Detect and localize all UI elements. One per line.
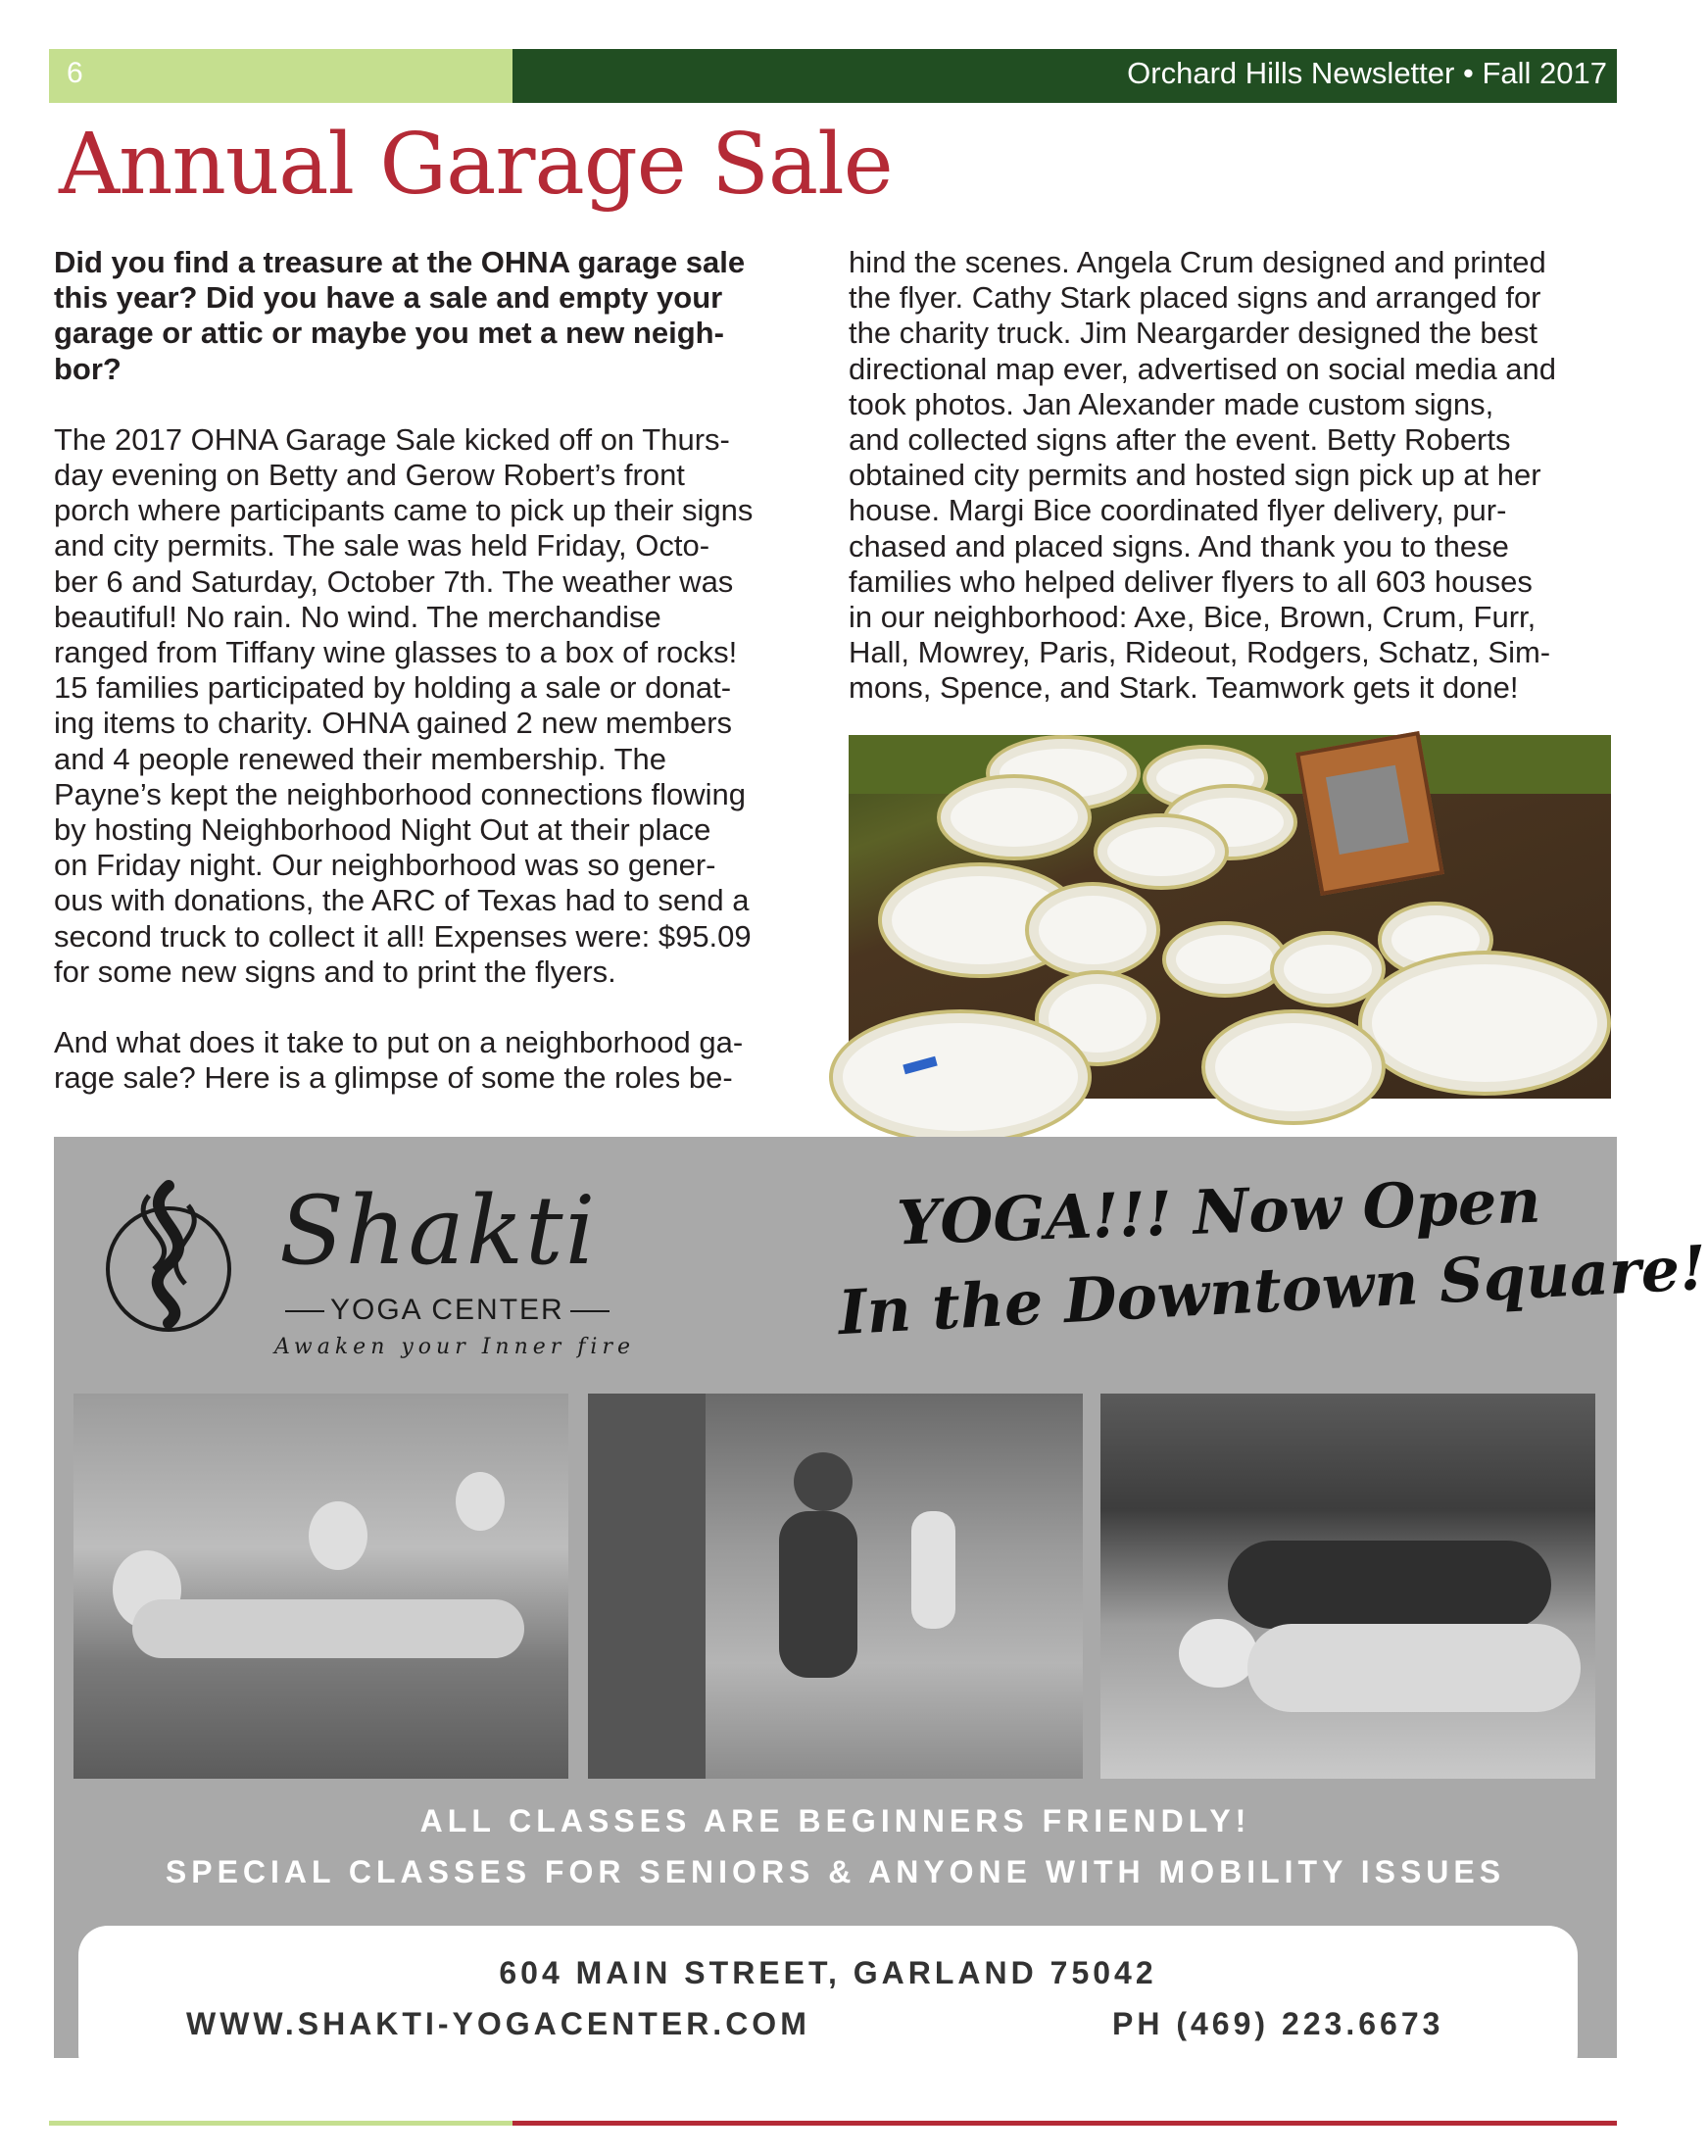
photo-dish	[829, 1009, 1092, 1145]
photo-figure	[132, 1599, 524, 1658]
brand-name: Shakti	[279, 1176, 598, 1286]
photo-frame	[1295, 731, 1444, 896]
article-line: by hosting Neighborhood Night Out at their place	[54, 812, 711, 848]
article-line: for some new signs and to print the flyers.	[54, 954, 616, 989]
article-line: on Friday night. Our neighborhood was so gener-	[54, 848, 716, 883]
article-line: second truck to collect it all! Expenses were: $95.09	[54, 918, 752, 954]
article-line: the flyer. Cathy Stark placed signs and arranged for	[849, 280, 1541, 316]
photo-figure	[1247, 1624, 1581, 1712]
page-number: 6	[67, 57, 83, 89]
header-separator: •	[1462, 56, 1474, 90]
article-line: ber 6 and Saturday, October 7th. The weather was	[54, 564, 734, 599]
ad-contact-box	[78, 1926, 1578, 2082]
ad-address: 604 MAIN STREET, GARLAND 75042	[499, 1955, 1157, 1990]
article-line: 15 families participated by holding a sale or donat-	[54, 670, 732, 706]
article-line: day evening on Betty and Gerow Robert’s front	[54, 458, 685, 493]
photo-dish	[1094, 813, 1229, 890]
yoga-photo-warrior	[588, 1394, 1083, 1779]
photo-dish	[1162, 921, 1288, 998]
article-line: and collected signs after the event. Betty Roberts	[849, 422, 1511, 458]
photo-dish	[1201, 1009, 1386, 1125]
paragraph-gap	[54, 387, 818, 422]
article-line: chased and placed signs. And thank you to these	[849, 528, 1509, 564]
article-line: ous with donations, the ARC of Texas had to send a	[54, 883, 750, 918]
yoga-photo-plank	[73, 1394, 568, 1779]
photo-figure	[911, 1511, 955, 1629]
article-line: beautiful! No rain. No wind. The merchandise	[54, 599, 661, 634]
article-line: this year? Did you have a sale and empty your	[54, 280, 723, 316]
photo-figure	[794, 1452, 853, 1511]
article-line: bor?	[54, 351, 122, 386]
ad-phone: PH (469) 223.6673	[1112, 2006, 1444, 2041]
yoga-advertisement	[54, 1137, 1708, 2058]
ad-headline-line2: In the Downtown Square!	[836, 1231, 1708, 1349]
photo-figure	[1179, 1619, 1257, 1688]
article-left-column	[54, 245, 818, 1096]
article-line: hind the scenes. Angela Crum designed and printed	[849, 245, 1546, 279]
photo-figure	[588, 1394, 706, 1779]
article-line: garage or attic or maybe you met a new neigh-	[54, 316, 724, 351]
brand-tagline: Awaken your Inner fire	[274, 1335, 635, 1359]
photo-figure	[309, 1501, 367, 1570]
newsletter-title: Orchard Hills Newsletter	[1127, 56, 1455, 90]
photo-figure	[456, 1472, 505, 1531]
article-line: directional map ever, advertised on social media and	[849, 351, 1557, 386]
article-title: Annual Garage Sale	[59, 116, 893, 214]
article-line: and 4 people renewed their membership. The	[54, 741, 666, 776]
brand-subtitle: YOGA CENTER	[279, 1294, 615, 1327]
paragraph-gap	[54, 990, 818, 1025]
header-bar-light	[49, 49, 512, 103]
photo-dish	[1358, 951, 1611, 1096]
article-line: families who helped deliver flyers to all 603 houses	[849, 564, 1533, 599]
article-line: mons, Spence, and Stark. Teamwork gets it done!	[849, 670, 1519, 706]
article-line: ing items to charity. OHNA gained 2 new members	[54, 706, 733, 741]
article-line: in our neighborhood: Axe, Bice, Brown, Crum, Furr,	[849, 600, 1537, 635]
ad-website: WWW.SHAKTI-YOGACENTER.COM	[186, 2006, 810, 2041]
article-line: The 2017 OHNA Garage Sale kicked off on Thurs-	[54, 421, 730, 457]
ad-info-beginners: ALL CLASSES ARE BEGINNERS FRIENDLY!	[419, 1803, 1251, 1838]
flame-logo-icon	[95, 1176, 242, 1333]
footer-bar-red	[512, 2121, 1617, 2126]
photo-frame-picture	[1326, 765, 1409, 855]
footer-bar-green	[49, 2121, 512, 2126]
yoga-photo-relax	[1100, 1394, 1595, 1779]
article-line: Hall, Mowrey, Paris, Rideout, Rodgers, Schatz, Sim-	[849, 635, 1551, 670]
ad-headline-line1: YOGA!!! Now Open	[895, 1164, 1542, 1259]
photo-dish	[937, 774, 1092, 860]
article-line: rage sale? Here is a glimpse of some the roles be-	[54, 1060, 733, 1096]
article-line: ranged from Tiffany wine glasses to a box of rocks!	[54, 635, 738, 670]
newsletter-issue: Fall 2017	[1482, 56, 1607, 90]
garage-sale-photo	[849, 735, 1611, 1099]
article-line: house. Margi Bice coordinated flyer delivery, pur-	[849, 493, 1507, 528]
newsletter-header	[1127, 56, 1607, 91]
article-line: Did you find a treasure at the OHNA garage sale	[54, 245, 746, 279]
article-line: And what does it take to put on a neighborhood ga-	[54, 1025, 744, 1060]
photo-dish	[1025, 882, 1160, 978]
article-line: Payne’s kept the neighborhood connections flowing	[54, 776, 747, 811]
photo-figure	[1228, 1541, 1551, 1629]
ad-info-seniors: SPECIAL CLASSES FOR SENIORS & ANYONE WITH MOBILITY ISSUES	[165, 1854, 1506, 1889]
article-line: took photos. Jan Alexander made custom signs,	[849, 386, 1494, 421]
article-line: the charity truck. Jim Neargarder designed the best	[849, 316, 1538, 351]
article-line: porch where participants came to pick up their signs	[54, 493, 754, 528]
article-line: obtained city permits and hosted sign pick up at her	[849, 458, 1541, 493]
photo-figure	[779, 1511, 857, 1678]
article-right-column	[849, 245, 1613, 707]
article-line: and city permits. The sale was held Friday, Octo-	[54, 528, 710, 564]
